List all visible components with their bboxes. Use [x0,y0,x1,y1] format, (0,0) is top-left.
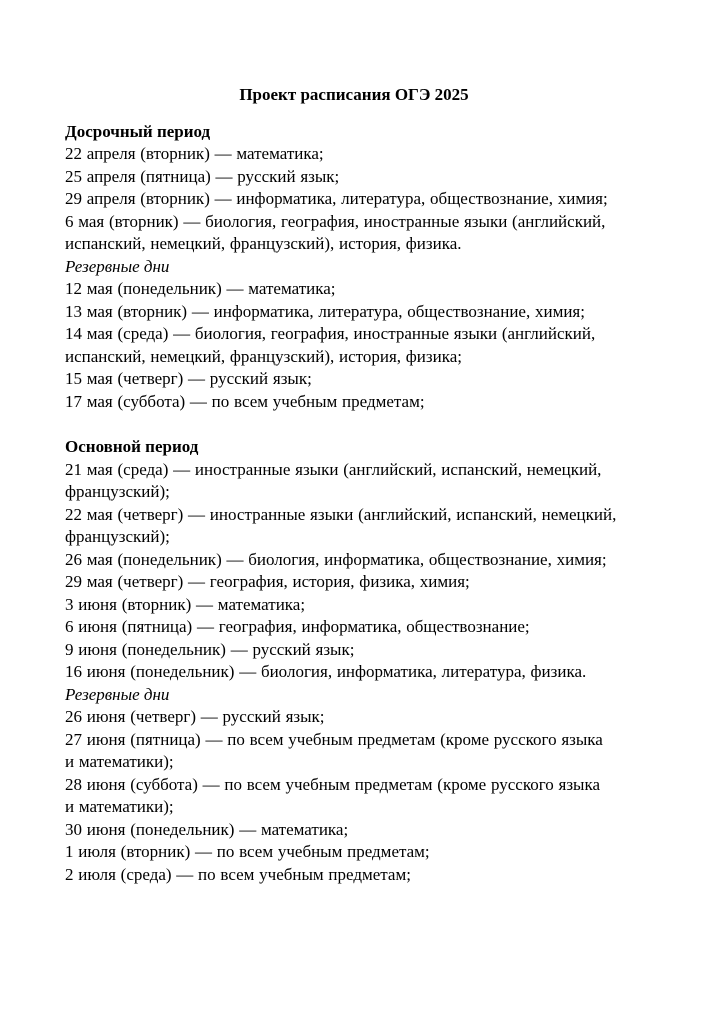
schedule-entry: 22 апреля (вторник) — математика; [65,144,324,163]
reserve-days-label: Резервные дни [65,684,170,704]
document-content [65,84,643,886]
reserve-days-label: Резервные дни [65,256,170,276]
document-title: Проект расписания ОГЭ 2025 [239,85,469,104]
schedule-entry: 22 мая (четверг) — иностранные языки (английский, испанский, немецкий, французский); [65,504,617,546]
schedule-entry: 16 июня (понедельник) — биология, информатика, литература, физика. [65,662,587,681]
schedule-entry: 28 июня (суббота) — по всем учебным предметам (кроме русского языка и математики); [65,774,601,816]
schedule-entry: 6 мая (вторник) — биология, география, иностранные языки (английский, испанский, немецкий, французский), история, физика. [65,211,606,253]
schedule-entry: 3 июня (вторник) — математика; [65,594,306,614]
schedule-entry: 17 мая (суббота) — по всем учебным предметам; [65,391,425,411]
schedule-entry: 2 июля (среда) — по всем учебным предметам; [65,864,411,884]
schedule-entry: 21 мая (среда) — иностранные языки (английский, испанский, немецкий, французский); [65,459,602,501]
schedule-entry: 30 июня (понедельник) — математика; [65,819,349,839]
section-main-period [65,436,643,886]
schedule-entry: 26 мая (понедельник) — биология, информатика, обществознание, химия; [65,549,607,569]
schedule-entry: 15 мая (четверг) — русский язык; [65,369,312,388]
schedule-entry: 12 мая (понедельник) — математика; [65,279,336,298]
schedule-entry: 29 мая (четверг) — география, история, физика, химия; [65,572,470,591]
schedule-entry: 14 мая (среда) — биология, география, иностранные языки (английский, испанский, немецкий, французский), история, физика; [65,324,596,366]
early-period-heading: Досрочный период [65,121,211,141]
schedule-entry: 1 июля (вторник) — по всем учебным предметам; [65,842,430,861]
schedule-entry: 25 апреля (пятница) — русский язык; [65,166,340,186]
schedule-entry: 27 июня (пятница) — по всем учебным предметам (кроме русского языка и математики); [65,729,603,771]
schedule-entry: 13 мая (вторник) — информатика, литература, обществознание, химия; [65,301,585,321]
schedule-entry: 9 июня (понедельник) — русский язык; [65,639,355,659]
section-early-period [65,121,643,414]
schedule-entry: 29 апреля (вторник) — информатика, литература, обществознание, химия; [65,189,608,208]
schedule-entry: 6 июня (пятница) — география, информатика, обществознание; [65,617,530,636]
main-period-heading: Основной период [65,437,199,456]
schedule-entry: 26 июня (четверг) — русский язык; [65,707,325,726]
